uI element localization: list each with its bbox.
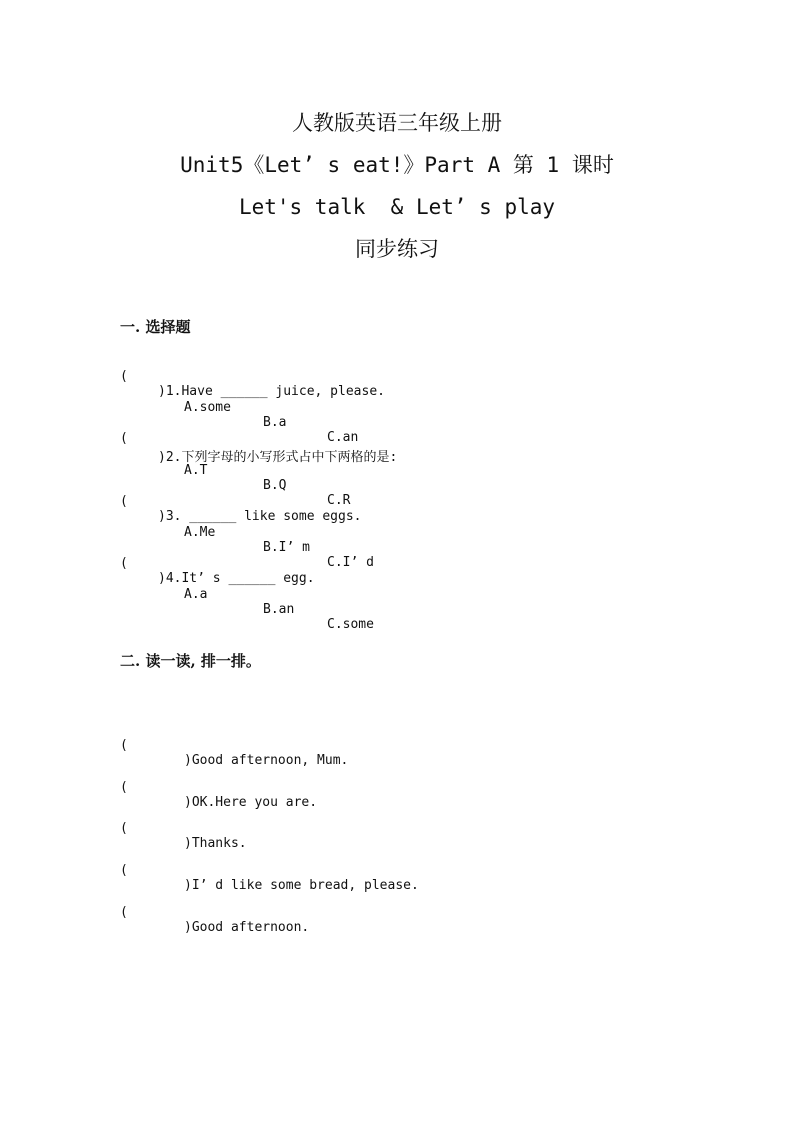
title-block xyxy=(0,102,794,270)
ordering-item xyxy=(120,890,680,935)
title-unit: Unit5《Let’ s eat!》Part A 第 1 课时 xyxy=(180,153,614,177)
option-b: B.an xyxy=(263,602,295,617)
option-b: B.a xyxy=(263,415,287,430)
answer-paren: ( xyxy=(120,821,128,836)
option-c: C.some xyxy=(327,617,374,632)
ordering-item xyxy=(120,806,680,851)
option-a: A.Me xyxy=(184,525,216,540)
option-c: C.I’ d xyxy=(327,555,374,570)
question-row xyxy=(120,354,680,399)
ordering-item xyxy=(120,765,680,810)
question-text: )1.Have ______ juice, please. xyxy=(158,384,385,399)
option-c: C.R xyxy=(327,493,351,508)
dialogue-line: )OK.Here you are. xyxy=(184,795,318,810)
options-row xyxy=(120,385,680,445)
answer-paren: ( xyxy=(120,780,128,795)
title-lesson: Let's talk & Let’ s play xyxy=(238,195,556,219)
ordering-item xyxy=(120,723,680,768)
option-b: B.Q xyxy=(263,478,287,493)
option-a: A.T xyxy=(184,463,208,478)
option-a: A.a xyxy=(184,587,208,602)
title-book: 人教版英语三年级上册 xyxy=(292,111,502,135)
dialogue-line: )I’ d like some bread, please. xyxy=(184,878,419,893)
answer-paren: ( xyxy=(120,863,128,878)
question-text: )4.It’ s ______ egg. xyxy=(158,571,315,586)
answer-paren: ( xyxy=(120,369,128,384)
options-row xyxy=(120,572,680,632)
answer-paren: ( xyxy=(120,431,128,446)
options-row xyxy=(120,510,680,570)
answer-paren: ( xyxy=(120,905,128,920)
question-text: )3. ______ like some eggs. xyxy=(158,509,362,524)
dialogue-line: )Good afternoon. xyxy=(184,920,310,935)
options-row xyxy=(120,448,680,508)
title-exercise: 同步练习 xyxy=(355,237,439,261)
question-text: )2.下列字母的小写形式占中下两格的是: xyxy=(158,450,398,465)
option-b: B.I’ m xyxy=(263,540,310,555)
section1-heading: 一. 选择题 xyxy=(120,318,191,336)
answer-paren: ( xyxy=(120,738,128,753)
section2-heading: 二. 读一读, 排一排。 xyxy=(120,652,261,670)
answer-paren: ( xyxy=(120,494,128,509)
dialogue-line: )Thanks. xyxy=(184,836,247,851)
answer-paren: ( xyxy=(120,556,128,571)
option-c: C.an xyxy=(327,430,359,445)
ordering-item xyxy=(120,848,680,893)
option-a: A.some xyxy=(184,400,231,415)
dialogue-line: )Good afternoon, Mum. xyxy=(184,753,349,768)
